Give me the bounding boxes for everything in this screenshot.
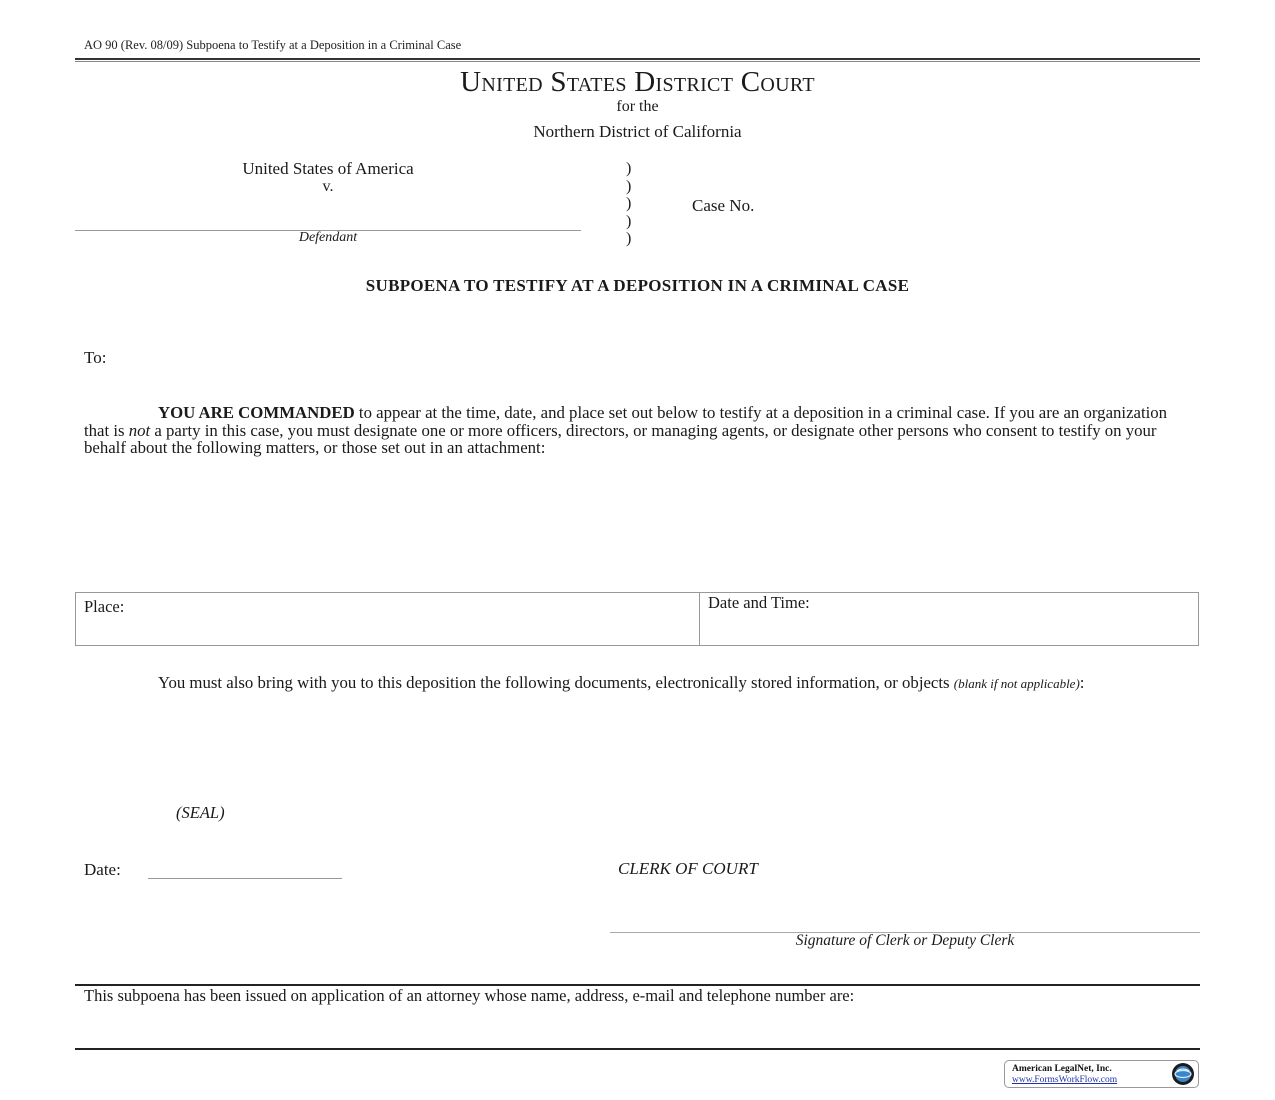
form-identifier: AO 90 (Rev. 08/09) Subpoena to Testify at a Deposition in a Criminal Case: [84, 38, 462, 52]
for-the-label: for the: [616, 98, 659, 115]
brand-url-link[interactable]: www.FormsWorkFlow.com: [1012, 1075, 1118, 1085]
command-paragraph: [84, 404, 1194, 457]
place-field[interactable]: [76, 593, 700, 645]
command-lead: YOU ARE COMMANDED: [158, 403, 355, 422]
versus-label: v.: [322, 178, 334, 195]
command-italic: not: [128, 420, 151, 440]
court-title: United States District Court: [460, 66, 815, 98]
branding-badge[interactable]: [1004, 1060, 1199, 1088]
defendant-label: Defendant: [298, 230, 358, 245]
caption-brackets: [626, 160, 631, 248]
date-label: Date:: [84, 860, 121, 879]
bottom-rule: [75, 1048, 1200, 1050]
bring-note: (blank if not applicable): [953, 676, 1080, 691]
document-title: SUBPOENA TO TESTIFY AT A DEPOSITION IN A CRIMINAL CASE: [365, 276, 910, 295]
plaintiff-name: United States of America: [242, 159, 414, 178]
signature-label: Signature of Clerk or Deputy Clerk: [795, 932, 1015, 949]
bring-text: You must also bring with you to this deposition the following documents, electronically stored information, or objects: [158, 673, 954, 692]
bracket: ): [626, 230, 632, 247]
case-number-label: Case No.: [692, 196, 755, 215]
bracket: ): [626, 160, 632, 177]
header-rule-thin: [75, 61, 1200, 62]
bring-paragraph: [84, 674, 1194, 693]
header-rule: [75, 58, 1200, 60]
date-field[interactable]: [148, 878, 342, 879]
clerk-of-court-label: CLERK OF COURT: [618, 859, 758, 878]
bracket: ): [626, 212, 632, 230]
seal-label: (SEAL): [176, 803, 225, 822]
bring-suffix: :: [1079, 673, 1085, 692]
date-time-field[interactable]: [700, 593, 1198, 645]
place-time-table: [75, 592, 1199, 646]
bracket: ): [626, 177, 632, 195]
attorney-info-label: This subpoena has been issued on application of an attorney whose name, address, e-mail and telephone number are:: [84, 986, 855, 1005]
brand-name: American LegalNet, Inc.: [1012, 1064, 1112, 1074]
to-label: To:: [84, 348, 107, 367]
bracket: ): [626, 195, 632, 212]
date-time-label: Date and Time:: [708, 593, 810, 612]
district-name: Northern District of California: [533, 122, 742, 141]
command-text-2: a party in this case, you must designate one or more officers, directors, or managing agents, or designate other persons who consent to testify on your behalf about the following matters, or those set out in an attachment:: [84, 420, 1157, 457]
place-label: Place:: [84, 597, 125, 616]
command-text-1: to appear at the time, date, and place set out below to testify at a deposition in a criminal case. If you are an organization that is: [84, 403, 1168, 440]
globe-logo-icon: [1171, 1062, 1195, 1086]
